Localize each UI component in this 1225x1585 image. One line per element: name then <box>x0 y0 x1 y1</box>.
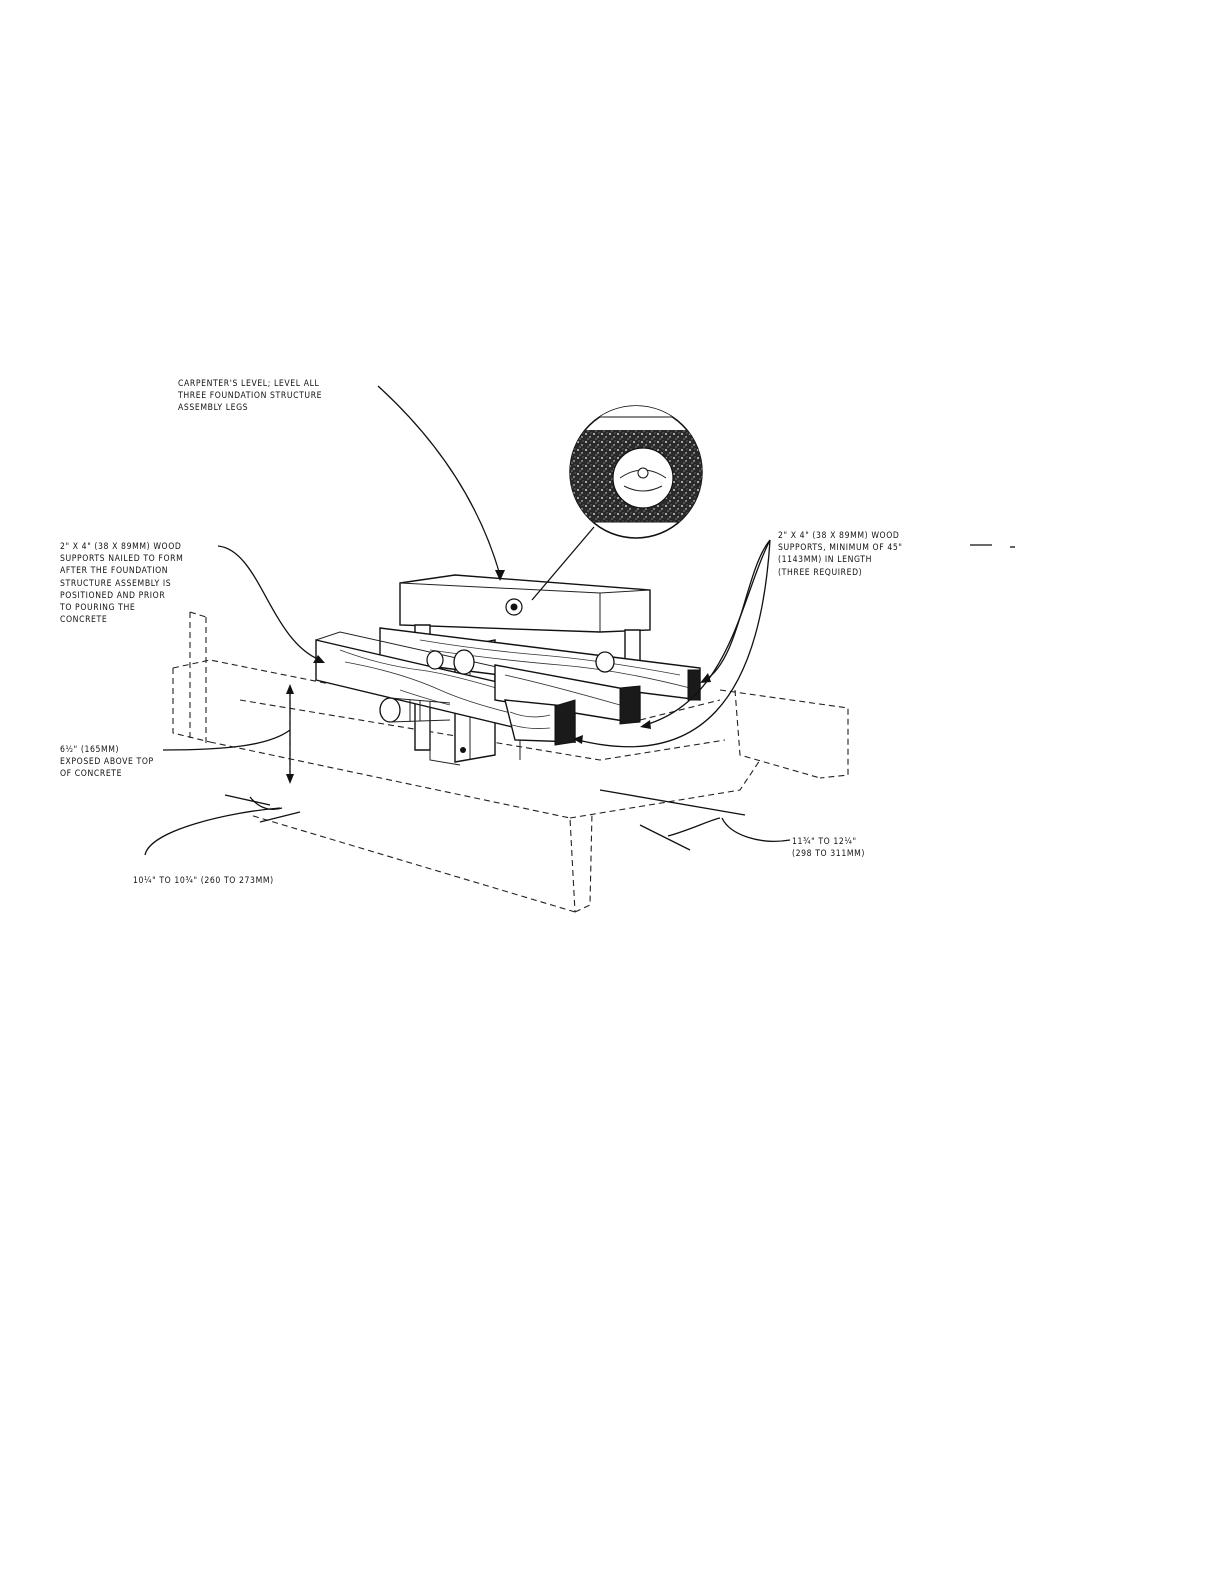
callout-line: (1143MM) IN LENGTH <box>778 555 873 566</box>
callout-line: SUPPORTS, MINIMUM OF 45" <box>778 543 903 554</box>
callout-width-right <box>792 836 865 860</box>
callout-line: 2" X 4" (38 X 89MM) WOOD <box>60 542 182 552</box>
carpenters-level <box>400 575 650 632</box>
callout-left-wood-supports <box>60 541 183 626</box>
callout-line: 11¾" TO 12¼" <box>792 837 857 847</box>
callout-line: (298 TO 311MM) <box>792 849 865 860</box>
callout-line: (THREE REQUIRED) <box>778 567 863 578</box>
callout-right-wood-supports <box>778 530 903 579</box>
callout-line: POSITIONED AND PRIOR <box>60 590 166 601</box>
callout-line: OF CONCRETE <box>60 769 123 780</box>
callout-line: 6½" (165MM) <box>60 745 120 755</box>
callout-line: 10¼" TO 10¾" (260 TO 273MM) <box>133 876 274 886</box>
callout-line: ASSEMBLY LEGS <box>178 403 249 414</box>
callout-line: CONCRETE <box>60 615 108 626</box>
callout-exposed-height <box>60 744 154 781</box>
callout-line: SUPPORTS NAILED TO FORM <box>60 554 184 565</box>
callout-line: AFTER THE FOUNDATION <box>60 566 169 577</box>
callout-line: EXPOSED ABOVE TOP <box>60 757 154 768</box>
callout-line: THREE FOUNDATION STRUCTURE <box>178 391 323 402</box>
callout-carpenters-level <box>178 378 322 415</box>
callout-line: TO POURING THE <box>60 603 136 614</box>
callout-line: 2" X 4" (38 X 89MM) WOOD <box>778 531 900 541</box>
wood-supports <box>316 628 700 745</box>
callout-width-left <box>133 875 274 887</box>
callout-line: STRUCTURE ASSEMBLY IS <box>60 578 172 589</box>
level-bubble-magnified-icon <box>532 405 710 600</box>
callout-line: CARPENTER'S LEVEL; LEVEL ALL <box>178 379 320 389</box>
